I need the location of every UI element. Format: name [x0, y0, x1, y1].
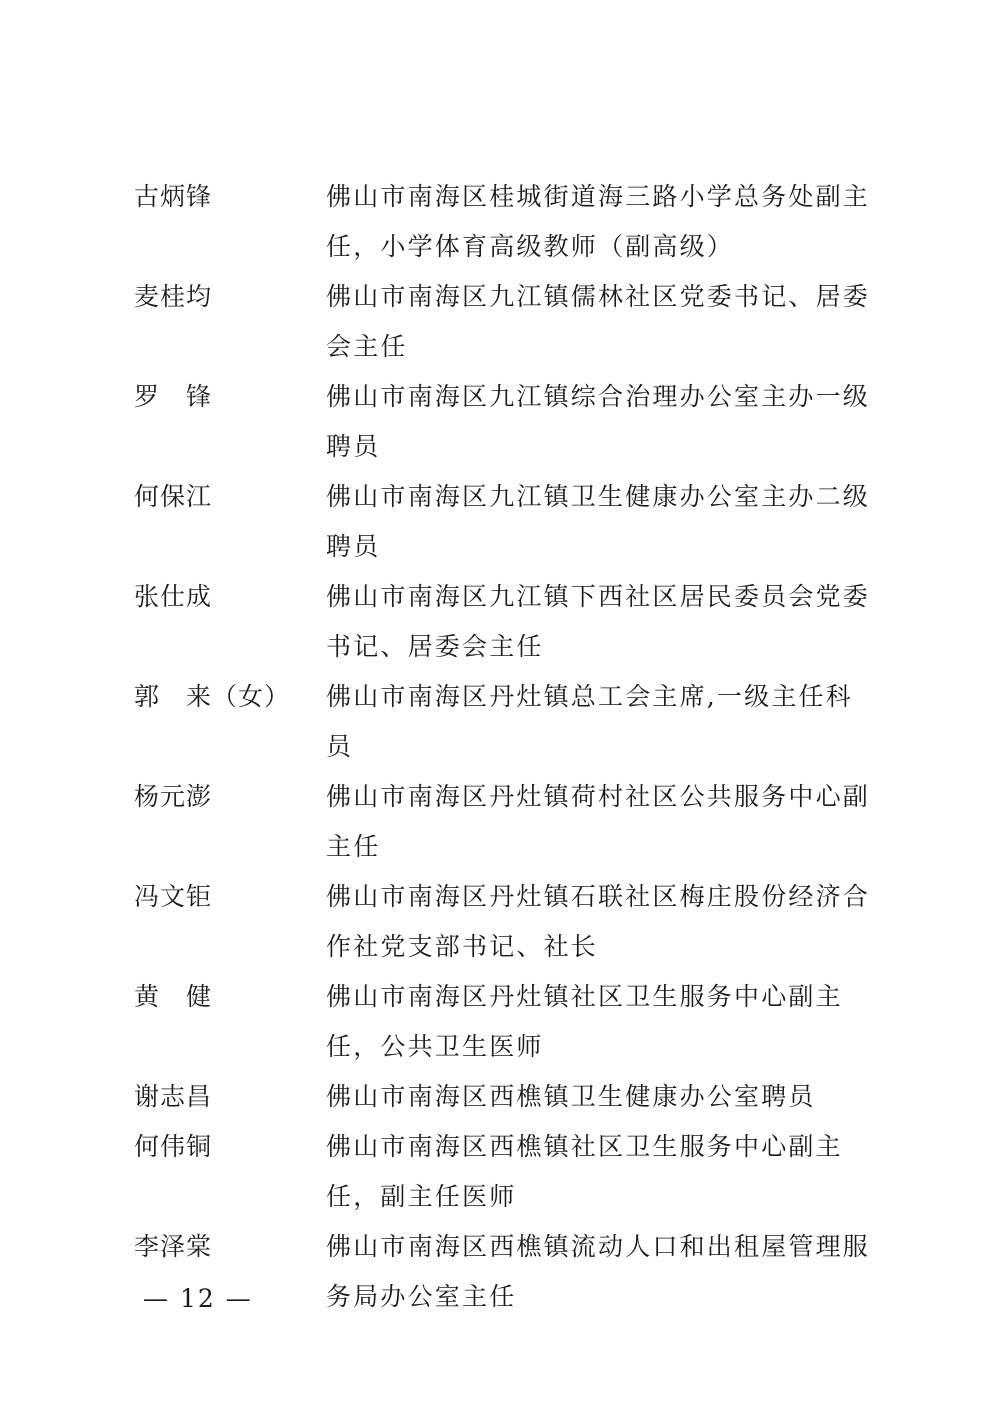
list-item [134, 1122, 880, 1222]
person-title: 佛山市南海区九江镇综合治理办公室主办一级聘员 [326, 382, 871, 461]
person-title: 佛山市南海区桂城街道海三路小学总务处副主任，小学体育高级教师（副高级） [326, 182, 871, 261]
list-item [134, 672, 880, 772]
person-name: 谢志昌 [134, 1082, 213, 1111]
person-title: 佛山市南海区丹灶镇石联社区梅庄股份经济合作社党支部书记、社长 [326, 882, 871, 961]
page-number: — 12 — [143, 1284, 253, 1313]
person-title: 佛山市南海区丹灶镇总工会主席,一级主任科员 [326, 682, 853, 761]
person-title: 佛山市南海区九江镇儒林社区党委书记、居委会主任 [326, 282, 871, 361]
list-item [134, 472, 880, 572]
list-item [134, 772, 880, 872]
person-name: 何保江 [134, 482, 213, 511]
person-title: 佛山市南海区西樵镇卫生健康办公室聘员 [326, 1082, 816, 1111]
person-name: 李泽棠 [134, 1232, 213, 1261]
person-name: 何伟铜 [134, 1132, 213, 1161]
person-title: 佛山市南海区九江镇卫生健康办公室主办二级聘员 [326, 482, 871, 561]
person-title: 佛山市南海区九江镇下西社区居民委员会党委书记、居委会主任 [326, 582, 871, 661]
person-name: 张仕成 [134, 582, 213, 611]
person-title: 佛山市南海区丹灶镇社区卫生服务中心副主任，公共卫生医师 [326, 982, 843, 1061]
person-title: 佛山市南海区西樵镇社区卫生服务中心副主任，副主任医师 [326, 1132, 843, 1211]
person-name: 郭 来（女） [134, 682, 291, 711]
list-item [134, 572, 880, 672]
list-item [134, 272, 880, 372]
list-item [134, 172, 880, 272]
list-item [134, 1072, 880, 1122]
person-title: 佛山市南海区丹灶镇荷村社区公共服务中心副主任 [326, 782, 871, 861]
person-name: 麦桂均 [134, 282, 213, 311]
person-title: 佛山市南海区西樵镇流动人口和出租屋管理服务局办公室主任 [326, 1232, 871, 1311]
person-name: 罗 锋 [134, 382, 213, 411]
personnel-list [134, 172, 880, 1322]
person-name: 古炳锋 [134, 182, 213, 211]
list-item [134, 372, 880, 472]
list-item [134, 972, 880, 1072]
list-item [134, 872, 880, 972]
person-name: 黄 健 [134, 982, 213, 1011]
person-name: 冯文钜 [134, 882, 213, 911]
person-name: 杨元澎 [134, 782, 213, 811]
